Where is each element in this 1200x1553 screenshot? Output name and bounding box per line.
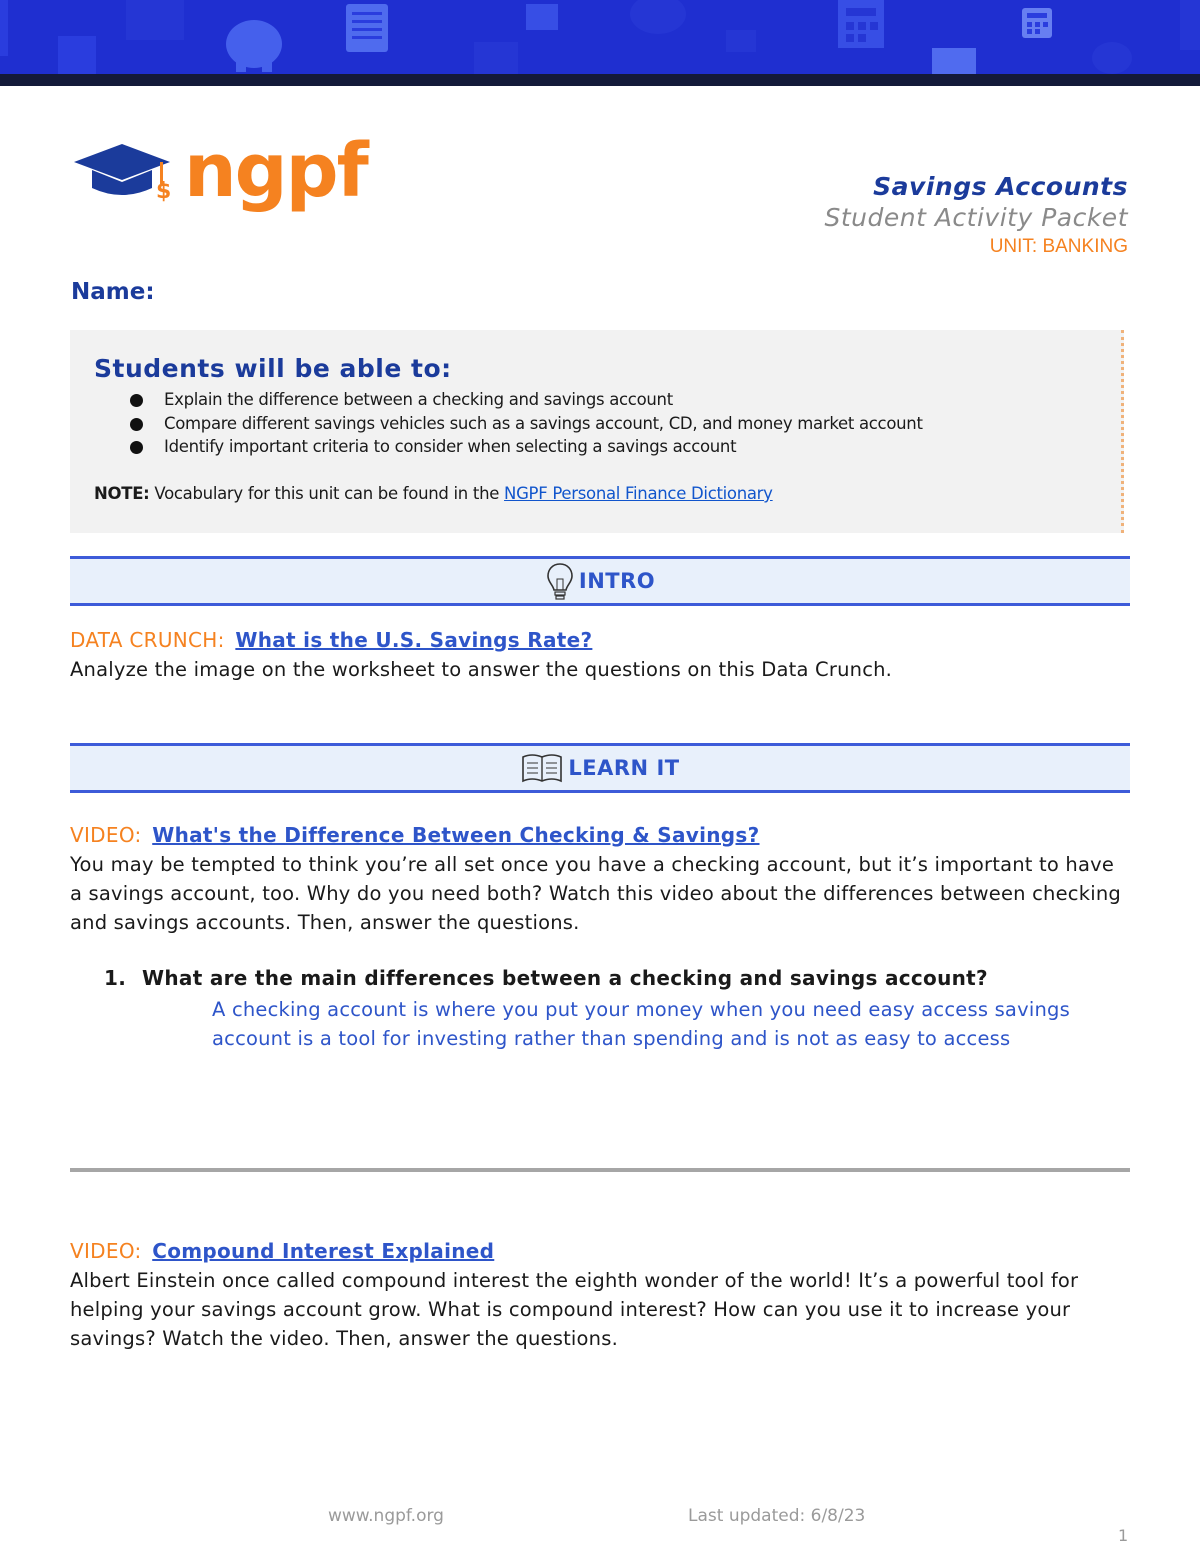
svg-text:$: $	[156, 179, 172, 204]
list-item: Identify important criteria to consider when selecting a savings account	[130, 435, 923, 459]
data-crunch-tag: DATA CRUNCH:	[70, 628, 225, 652]
calculator-icon	[1022, 8, 1052, 38]
list-item: Compare different savings vehicles such as a savings account, CD, and money market account	[130, 412, 923, 436]
name-label: Name:	[71, 279, 155, 305]
page-number: 1	[1118, 1526, 1129, 1545]
calculator-icon	[526, 4, 558, 30]
document-title: Savings Accounts	[873, 172, 1128, 201]
ngpf-logo	[72, 128, 367, 220]
list-icon	[346, 4, 388, 52]
document-subtitle: Student Activity Packet	[824, 203, 1128, 232]
dictionary-link[interactable]: NGPF Personal Finance Dictionary	[504, 484, 773, 503]
video2-heading	[70, 1239, 494, 1263]
logo-wordmark: ngpf	[184, 128, 367, 214]
book-icon	[520, 751, 564, 785]
document-icon	[0, 0, 8, 56]
video1-link[interactable]: What's the Difference Between Checking & Savings?	[152, 823, 760, 847]
folder-icon	[932, 48, 976, 74]
video1-text: You may be tempted to think you’re all set once you have a checking account, but it’s important to have a savings account, too. Why do you need both? Watch this video about the differences between checking and savings accounts. Then, answer the questions.	[70, 853, 1121, 934]
header-banner	[0, 0, 1200, 86]
document-icon	[126, 0, 184, 40]
calculator-icon	[838, 0, 884, 48]
objectives-box	[70, 330, 1124, 533]
lightbulb-icon	[545, 561, 575, 601]
unit-label: UNIT: BANKING	[989, 236, 1128, 257]
data-crunch-link[interactable]: What is the U.S. Savings Rate?	[235, 628, 593, 652]
learn-section-header	[70, 743, 1130, 793]
video1-heading	[70, 823, 760, 847]
objectives-heading: Students will be able to:	[94, 354, 452, 383]
video2-tag: VIDEO:	[70, 1239, 142, 1263]
intro-section-header	[70, 556, 1130, 606]
learn-label: LEARN IT	[568, 756, 680, 780]
question-text: What are the main differences between a checking and savings account?	[142, 966, 988, 990]
video1-tag: VIDEO:	[70, 823, 142, 847]
document-icon	[1180, 0, 1200, 50]
note-text: Vocabulary for this unit can be found in the	[149, 484, 505, 503]
video2-text: Albert Einstein once called compound interest the eighth wonder of the world! It’s a powerful tool for helping your savings account grow. What is compound interest? How can you use it to increase your savings? Watch the video. Then, answer the questions.	[70, 1269, 1079, 1350]
title-block	[824, 172, 1128, 258]
graduation-cap-icon	[72, 136, 182, 220]
objectives-list	[130, 388, 923, 459]
question-number: 1.	[104, 966, 127, 990]
question-1	[104, 966, 988, 990]
data-crunch-text: Analyze the image on the worksheet to answer the questions on this Data Crunch.	[70, 658, 893, 681]
piggy-bank-icon	[1092, 42, 1132, 74]
note-label: NOTE:	[94, 484, 150, 503]
folder-icon	[726, 30, 756, 52]
data-crunch-heading	[70, 628, 592, 652]
piggy-bank-icon	[226, 20, 282, 72]
list-icon	[58, 36, 96, 76]
footer-updated: Last updated: 6/8/23	[688, 1506, 866, 1526]
folder-icon	[474, 42, 518, 76]
list-item: Explain the difference between a checking and savings account	[130, 388, 923, 412]
banner-bar	[0, 74, 1200, 86]
section-divider	[70, 1168, 1130, 1172]
intro-label: INTRO	[578, 569, 656, 593]
vocabulary-note	[94, 484, 773, 503]
video2-link[interactable]: Compound Interest Explained	[152, 1239, 495, 1263]
piggy-bank-icon	[630, 0, 686, 34]
answer-1[interactable]: A checking account is where you put your money when you need easy access savings account is a tool for investing rather than spending and is not as easy to access	[212, 998, 1070, 1050]
footer-website: www.ngpf.org	[328, 1506, 444, 1526]
